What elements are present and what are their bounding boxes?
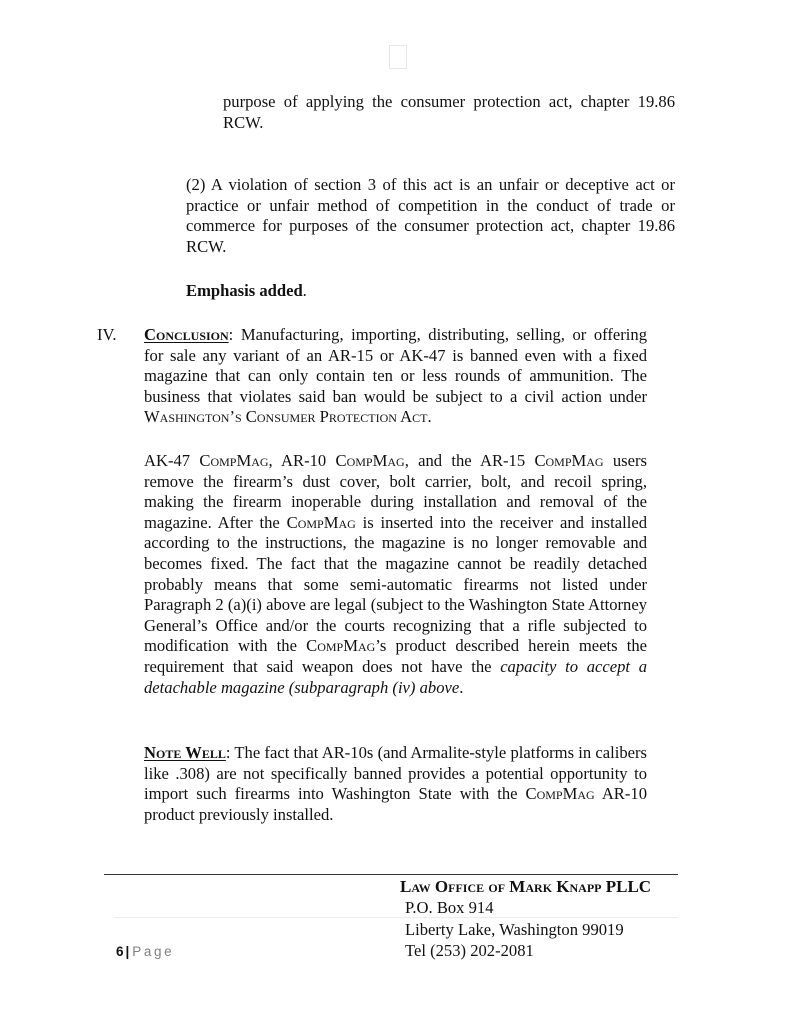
compmag-term: CompMag xyxy=(199,451,269,470)
text-run: users remove the firearm’s dust cover, bolt carrier, bolt, and recoil spring, making the firearm inoperable during installation and removal of the magazine. After the xyxy=(144,451,647,532)
footer-divider xyxy=(104,874,678,875)
text-run: . xyxy=(459,677,464,697)
note-well-colon: : xyxy=(225,743,231,762)
page-number-value: 6 xyxy=(116,944,124,959)
footer-firm-name: Law Office of Mark Knapp PLLC xyxy=(400,877,652,896)
page-word: Page xyxy=(132,944,175,959)
text-run: is inserted into the receiver and installed according to the instructions, the magazine is no longer removable and becomes fixed. The fact that the magazine cannot be readily detached probably means that some semi-automatic firearms not listed under Paragraph 2 (a)(i) above are legal (subject to the Washington State Attorney General’s Office and/or the courts recognizing that a rifle subjected to modification with the xyxy=(144,512,647,656)
note-well-body-end: AR-10 product previously installed. xyxy=(144,784,647,824)
compmag-term: CompMag xyxy=(286,512,356,532)
emphasis-label: Emphasis added xyxy=(186,281,303,300)
emphasis-note xyxy=(186,281,675,302)
text-run: AK-47 xyxy=(144,451,200,470)
compmag-term: CompMag xyxy=(335,451,405,470)
conclusion-paragraph xyxy=(144,325,647,428)
text-run: , AR-10 xyxy=(268,451,336,470)
footer-divider-faint xyxy=(114,917,678,918)
note-well-body: The fact that AR-10s (and Armalite-style platforms in calibers like .308) are not specifically banned provides a potential opportunity to import such firearms into Washington State with the xyxy=(144,743,647,804)
text-run: , and the AR-15 xyxy=(404,451,535,470)
emphasis-period: . xyxy=(302,281,307,300)
page-top-marker xyxy=(389,45,407,69)
footer-phone: Tel (253) 202-2081 xyxy=(405,941,534,960)
note-well-paragraph xyxy=(144,743,647,825)
consumer-protection-act-name: Washington’s Consumer Protection Act xyxy=(144,407,428,427)
compmag-term: CompMag xyxy=(525,784,595,804)
quote-subsection-2: (2) A violation of section 3 of this act is an unfair or deceptive act or practice or unfair method of competition in the conduct of trade or commerce for purposes of the consumer protection act, chapter 19.86 RCW. xyxy=(186,175,675,256)
note-well-heading: Note Well xyxy=(144,743,226,762)
conclusion-period: . xyxy=(427,407,432,427)
compmag-term: CompMag xyxy=(534,451,604,470)
conclusion-body: Manufacturing, importing, distributing, selling, or offering for sale any variant of an AR-15 or AK-47 is banned even with a fixed magazine that can only contain ten or less rounds of ammunition. The business that violates said ban would be subject to a civil action under xyxy=(144,325,647,406)
page-separator: | xyxy=(125,944,130,959)
italic-quote: capacity to accept a detachable magazine (subparagraph (iv) above xyxy=(144,656,647,697)
section-number: IV. xyxy=(97,325,117,344)
page-number xyxy=(116,944,174,960)
quote-continuation: purpose of applying the consumer protection act, chapter 19.86 RCW. xyxy=(223,92,675,132)
conclusion-heading-colon: : xyxy=(228,325,234,344)
footer-address-city: Liberty Lake, Washington 99019 xyxy=(405,920,624,939)
compmag-paragraph xyxy=(144,451,647,698)
text-run: ’s product described herein meets the requirement that said weapon does not have the xyxy=(144,636,647,676)
footer-address-po-box: P.O. Box 914 xyxy=(405,898,494,917)
conclusion-heading: Conclusion xyxy=(144,325,229,344)
compmag-term: CompMag xyxy=(306,636,376,656)
